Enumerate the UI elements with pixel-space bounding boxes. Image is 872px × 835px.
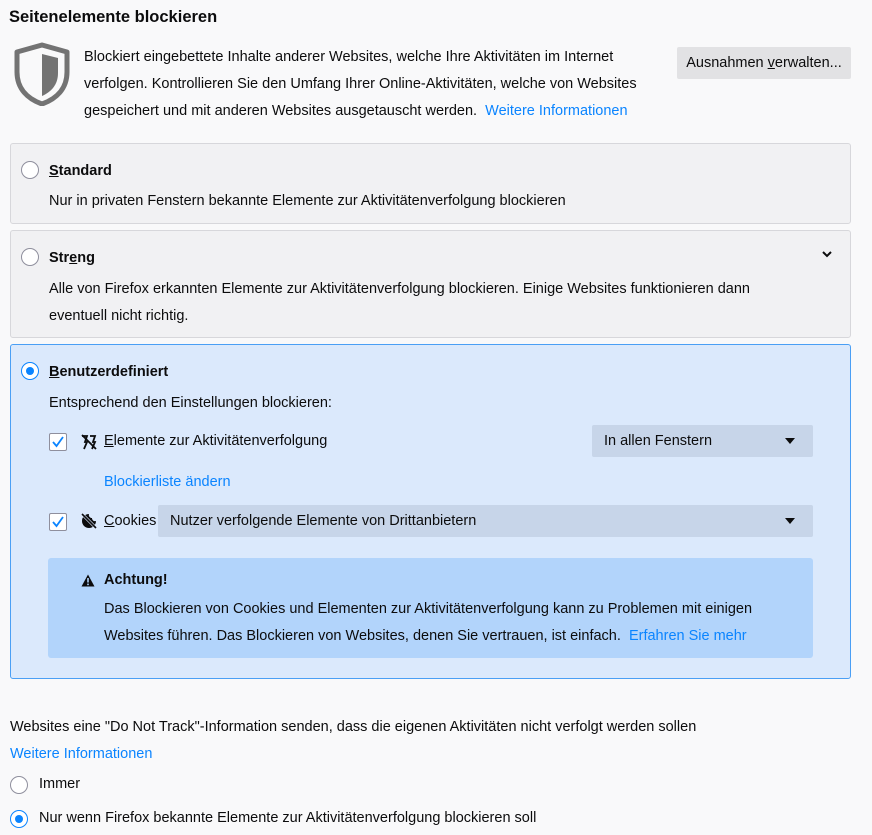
option-title-strict bbox=[49, 250, 95, 266]
tracker-icon bbox=[80, 433, 98, 451]
exceptions-label-accesskey: v bbox=[767, 55, 775, 71]
dnt-radio-when-blocking[interactable] bbox=[10, 810, 28, 828]
warning-icon bbox=[81, 574, 95, 587]
trackers-label-rest: lemente zur Aktivitätenverfolgung bbox=[113, 433, 328, 449]
custom-accesskey: B bbox=[49, 364, 60, 380]
option-title-standard bbox=[49, 163, 112, 179]
option-card-custom[interactable] bbox=[10, 344, 851, 679]
standard-title-rest: tandard bbox=[58, 163, 112, 179]
strict-title-pre: Str bbox=[49, 250, 70, 266]
warning-text bbox=[104, 596, 794, 650]
option-desc-standard: Nur in privaten Fenstern bekannte Elemente zur Aktivitätenverfolgung blockieren bbox=[49, 193, 566, 209]
exceptions-label-post: erwalten... bbox=[774, 55, 842, 71]
custom-title-rest: enutzerdefiniert bbox=[59, 364, 169, 380]
trackers-select-value: In allen Fenstern bbox=[604, 433, 713, 449]
trackers-accesskey: E bbox=[104, 433, 114, 449]
standard-accesskey: S bbox=[49, 163, 59, 179]
strict-accesskey: e bbox=[69, 250, 78, 266]
option-card-strict[interactable] bbox=[10, 230, 851, 338]
learn-more-link[interactable]: Weitere Informationen bbox=[485, 103, 628, 119]
cookies-label-rest: ookies bbox=[114, 513, 157, 529]
checkmark-icon bbox=[51, 435, 65, 449]
cookies-label[interactable] bbox=[104, 513, 156, 529]
custom-subtitle: Entsprechend den Einstellungen blockieren: bbox=[49, 395, 332, 411]
option-title-custom bbox=[49, 364, 168, 380]
option-card-standard[interactable] bbox=[10, 143, 851, 224]
manage-exceptions-button[interactable] bbox=[677, 47, 851, 79]
trackers-label[interactable] bbox=[104, 433, 327, 449]
trackers-scope-select[interactable] bbox=[592, 425, 813, 457]
warning-body: Das Blockieren von Cookies und Elementen zur Aktivitätenverfolgung kann zu Problemen mit einigen Websites führen. Das Blockieren von Websites, denen Sie vertrauen, ist einfach. bbox=[104, 601, 753, 644]
exceptions-label-pre: Ausnahmen bbox=[686, 55, 768, 71]
cookies-accesskey: C bbox=[104, 513, 115, 529]
radio-standard[interactable] bbox=[21, 161, 39, 179]
warning-box bbox=[48, 558, 813, 658]
cookies-type-select[interactable] bbox=[158, 505, 813, 537]
intro-text bbox=[84, 44, 664, 125]
strict-title-post: ng bbox=[77, 250, 95, 266]
dnt-radio-always[interactable] bbox=[10, 776, 28, 794]
cookie-blocked-icon bbox=[80, 512, 98, 530]
chevron-down-icon[interactable] bbox=[822, 250, 832, 258]
option-desc-strict: Alle von Firefox erkannten Elemente zur Aktivitätenverfolgung blockieren. Einige Websites funktionieren dann eventuell nicht richtig. bbox=[49, 281, 750, 324]
checkmark-icon bbox=[51, 515, 65, 529]
change-blocklist-link[interactable]: Blockierliste ändern bbox=[104, 474, 231, 490]
trackers-checkbox[interactable] bbox=[49, 433, 67, 451]
dropdown-arrow-icon bbox=[785, 518, 795, 524]
dropdown-arrow-icon bbox=[785, 438, 795, 444]
dnt-learn-more-link[interactable]: Weitere Informationen bbox=[10, 746, 153, 762]
cookies-select-value: Nutzer verfolgende Elemente von Drittanbietern bbox=[170, 513, 477, 529]
dnt-option-always-label[interactable]: Immer bbox=[39, 776, 81, 792]
warning-learn-more-link[interactable]: Erfahren Sie mehr bbox=[628, 628, 747, 644]
dnt-description: Websites eine "Do Not Track"-Information senden, dass die eigenen Aktivitäten nicht verfolgt werden sollen bbox=[10, 719, 697, 735]
cookies-checkbox[interactable] bbox=[49, 513, 67, 531]
radio-custom[interactable] bbox=[21, 362, 39, 380]
radio-strict[interactable] bbox=[21, 248, 39, 266]
shield-icon bbox=[14, 42, 70, 106]
section-title: Seitenelemente blockieren bbox=[9, 8, 218, 26]
intro-description: Blockiert eingebettete Inhalte anderer Websites, welche Ihre Aktivitäten im Internet verfolgen. Kontrollieren Sie den Umfang Ihrer Online-Aktivitäten, welche von Websites gespeichert und mit anderen Websites ausgetauscht werden. bbox=[84, 49, 637, 119]
warning-title: Achtung! bbox=[104, 572, 168, 588]
dnt-option-when-blocking-label[interactable]: Nur wenn Firefox bekannte Elemente zur Aktivitätenverfolgung blockieren soll bbox=[39, 810, 537, 826]
